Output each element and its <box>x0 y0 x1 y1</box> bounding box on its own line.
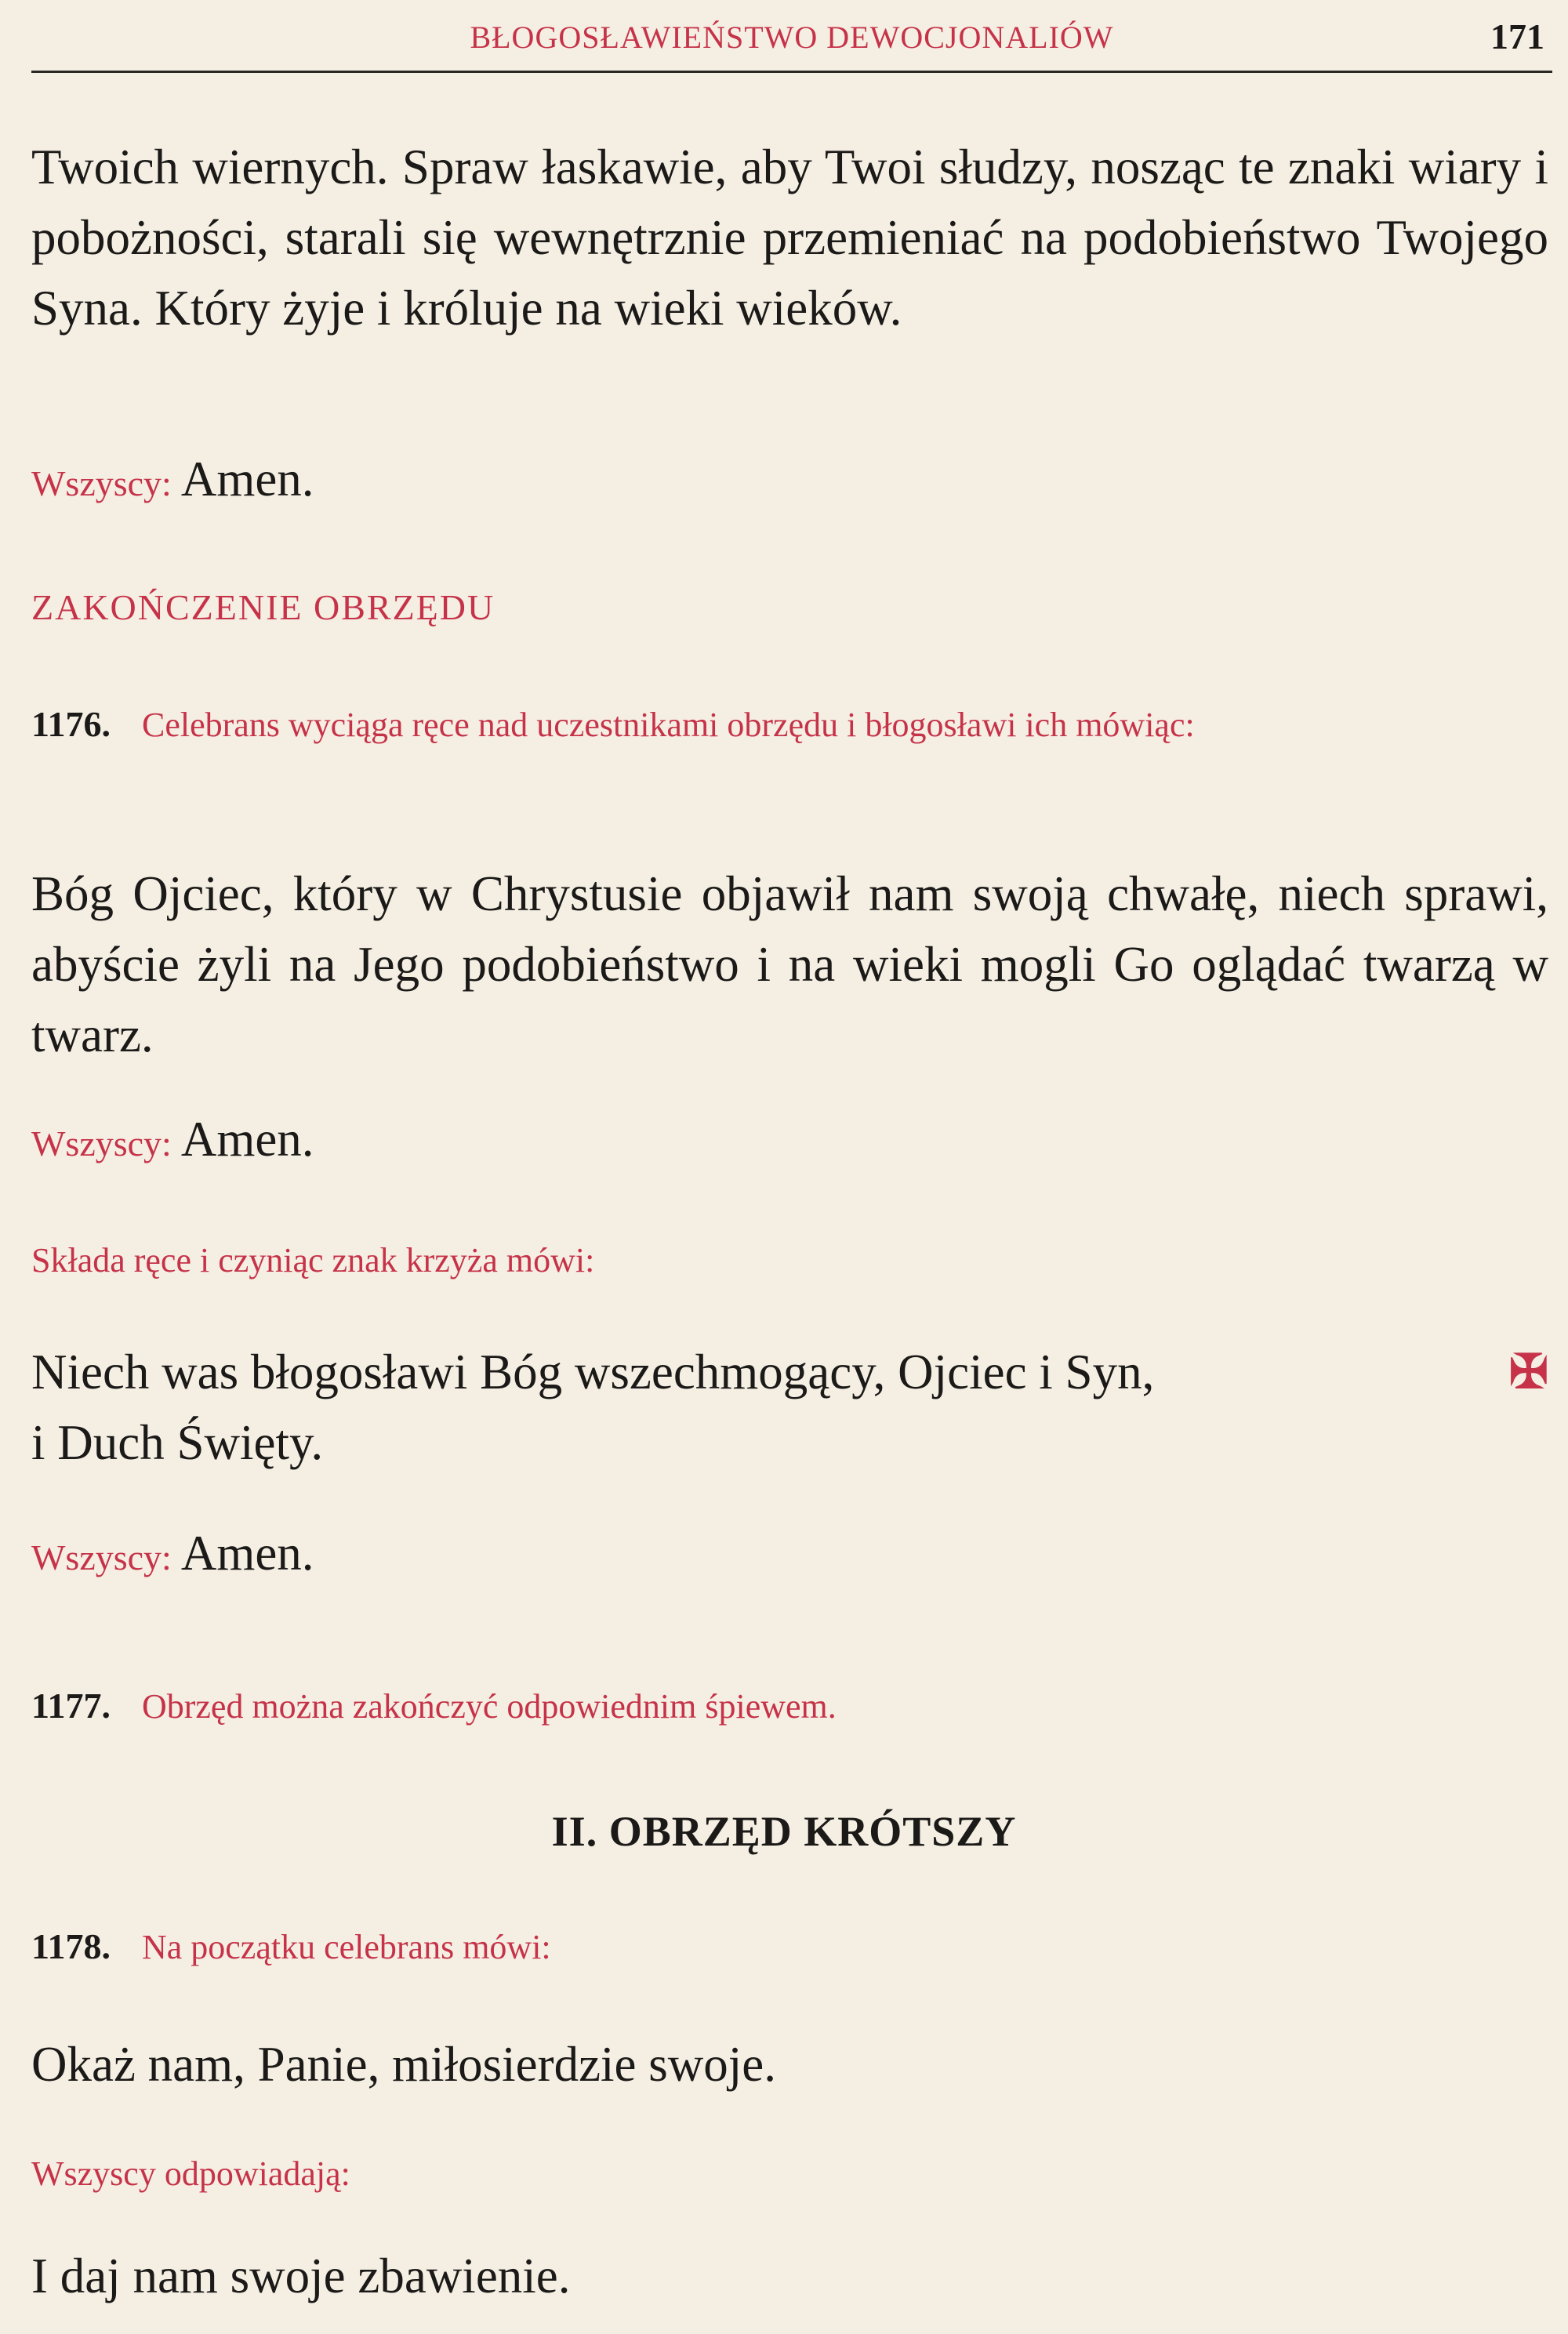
paragraph-1178 <box>31 1925 1548 1969</box>
running-head <box>31 11 1552 73</box>
all-label: Wszyscy: <box>31 1123 172 1163</box>
prayer-text-blessing: Bóg Ojciec, który w Chrystusie objawił nam swoją chwałę, niech sprawi, abyście żyli na Jego podobieństwo i na wieki mogli Go oglądać twarzą w twarz. <box>31 866 1548 1062</box>
paragraph-number: 1178. <box>31 1926 111 1966</box>
rubric-hands: Składa ręce i czyniąc znak krzyża mówi: <box>31 1241 595 1280</box>
rubric-text: Celebrans wyciąga ręce nad uczestnikami obrzędu i błogosławi ich mówiąc: <box>141 706 1195 744</box>
paragraph-number: 1177. <box>31 1686 111 1726</box>
paragraph-1176 <box>31 702 1548 747</box>
response-text: I daj nam swoje zbawienie. <box>31 2249 571 2303</box>
response-amen-3 <box>31 1525 1548 1582</box>
paragraph-1177 <box>31 1684 1548 1729</box>
final-line-2: i Duch Święty. <box>31 1415 324 1470</box>
amen-response: Amen. <box>180 1526 314 1581</box>
page-number: 171 <box>1490 16 1544 56</box>
prayer-text-intro: Twoich wiernych. Spraw łaskawie, aby Twoi słudzy, nosząc te znaki wiary i pobożności, starali się wewnętrznie przemieniać na podobieństwo Twojego Syna. Który żyje i króluje na wieki wieków. <box>31 140 1548 336</box>
cross-icon: ✠ <box>1508 1346 1548 1398</box>
section-title: II. OBRZĘD KRÓTSZY <box>551 1808 1017 1855</box>
final-line-1: Niech was błogosławi Bóg wszechmogący, Ojciec i Syn, <box>31 1345 1155 1399</box>
response-amen-2 <box>31 1111 1548 1168</box>
amen-response: Amen. <box>180 452 314 506</box>
prayer-text-final <box>31 1337 1548 1478</box>
rubric-text: Na początku celebrans mówi: <box>141 1928 551 1966</box>
response-amen-1 <box>31 451 1548 508</box>
versicle-text: Okaż nam, Panie, miłosierdzie swoje. <box>31 2037 776 2092</box>
rubric-text: Obrzęd można zakończyć odpowiednim śpiewem. <box>141 1687 837 1726</box>
all-label: Wszyscy: <box>31 1537 172 1577</box>
amen-response: Amen. <box>180 1112 314 1167</box>
all-label: Wszyscy: <box>31 463 172 503</box>
paragraph-number: 1176. <box>31 704 111 744</box>
heading-conclusion: ZAKOŃCZENIE OBRZĘDU <box>31 587 495 627</box>
rubric-respond: Wszyscy odpowiadają: <box>31 2154 350 2193</box>
running-title: BŁOGOSŁAWIEŃSTWO DEWOCJONALIÓW <box>470 20 1114 55</box>
